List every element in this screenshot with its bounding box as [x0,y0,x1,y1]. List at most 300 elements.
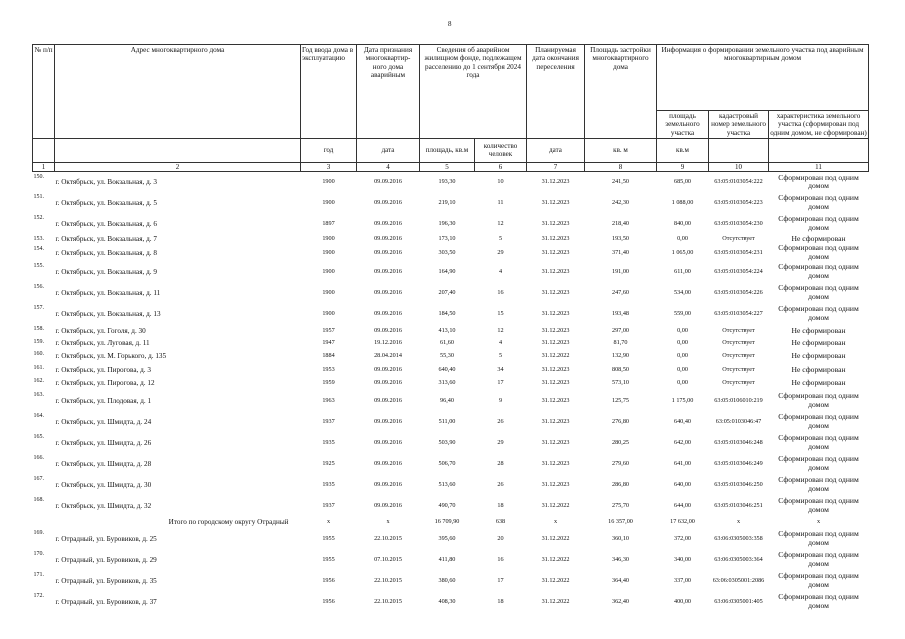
header-no: № п/п [33,45,55,139]
row-address: г. Октябрьск, ул. Вокзальная, д. 11 [55,288,161,297]
row-building-area: 276,80 [611,417,629,425]
row-area: 503,90 [438,438,456,446]
row-cadastral: Отсутствует [722,352,755,360]
row-area: 164,90 [438,267,456,275]
row-number: 169. [33,530,44,537]
row-cadastral: 63:06:0305001:405 [714,597,763,605]
row-land-char: Не сформирован [791,351,846,361]
row-cadastral: 63:05:0103054:223 [714,198,763,206]
row-cadastral: 63:06:0305001:2086 [712,576,765,584]
row-cadastral: 63:05:0103046:248 [714,438,763,446]
row-emergency-date: 09.09.2016 [374,309,402,317]
row-address: г. Октябрьск, ул. М. Горького, д. 135 [55,352,167,361]
row-land-area: 400,00 [673,597,691,605]
row-year: 1956 [322,576,335,584]
row-building-area: 280,25 [611,438,629,446]
header-unit-year: год [301,138,357,162]
total-date: x [386,518,390,526]
row-emergency-date: 09.09.2016 [374,459,402,467]
row-emergency-date: 09.09.2016 [374,396,402,404]
header-unit-area: площадь, кв.м [420,138,475,162]
row-planned-date: 31.12.2022 [541,555,570,563]
table-row [33,411,869,432]
row-number: 166. [33,455,44,462]
row-land-char: Не сформирован [791,378,846,388]
row-building-area: 81,70 [613,339,628,347]
row-year: 1900 [322,309,335,317]
row-year: 1935 [322,480,335,488]
col-number: 2 [55,162,301,171]
row-area: 184,50 [438,309,456,317]
row-cadastral: Отсутствует [722,326,755,334]
row-building-area: 371,40 [611,248,629,256]
table-row [33,282,869,303]
row-people: 11 [497,198,504,206]
row-land-area: 0,00 [677,379,688,387]
table-row [33,495,869,516]
header-planned-date: Планируемая дата окончания переселения [527,45,585,139]
row-land-char: Не сформирован [791,234,846,244]
row-people: 34 [497,365,504,373]
row-land-char: Сформирован под одним домом [778,391,859,409]
header-units-blank [709,138,769,162]
row-land-char: Сформирован под одним домом [778,571,859,589]
row-planned-date: 31.12.2022 [541,534,570,542]
header-address: Адрес многоквартирного дома [55,45,301,139]
row-emergency-date: 22.10.2015 [374,576,402,584]
row-number: 163. [33,392,44,399]
row-cadastral: 63:06:0305003:364 [714,555,763,563]
page-number: 8 [448,20,452,28]
row-planned-date: 31.12.2022 [541,597,570,605]
row-land-area: 0,00 [677,339,688,347]
row-building-area: 297,00 [611,326,629,334]
header-unit-date: дата [357,138,420,162]
row-area: 490,70 [438,501,456,509]
row-cadastral: 63:06:0305003:358 [714,534,763,542]
row-land-char: Сформирован под одним домом [778,454,859,472]
row-planned-date: 31.12.2023 [541,417,570,425]
row-emergency-date: 28.04.2014 [374,352,402,360]
row-land-char: Сформирован под одним домом [778,262,859,280]
table-row [33,363,869,376]
row-area: 313,60 [438,379,456,387]
row-area: 413,10 [438,326,456,334]
row-people: 16 [497,555,504,563]
col-number: 11 [769,162,869,171]
row-building-area: 808,50 [611,365,629,373]
row-people: 29 [497,438,504,446]
row-address: г. Октябрьск, ул. Вокзальная, д. 6 [55,219,157,228]
housing-table [32,44,869,612]
row-year: 1956 [322,597,335,605]
row-emergency-date: 09.09.2016 [374,288,402,296]
row-people: 17 [497,379,504,387]
row-number: 160. [33,351,44,358]
row-year: 1900 [322,267,335,275]
row-cadastral: 63:05:0106010:219 [714,396,763,404]
row-number: 171. [33,572,44,579]
row-land-char: Сформирован под одним домом [778,172,859,191]
header-unit-build: кв. м [585,138,657,162]
row-year: 1925 [322,459,335,467]
row-address: г. Октябрьск, ул. Шмидта, д. 24 [55,417,152,426]
row-emergency-date: 09.09.2016 [374,235,402,243]
col-number: 4 [357,162,420,171]
row-building-area: 241,50 [611,178,629,186]
row-people: 12 [497,326,504,334]
row-number: 150. [33,173,44,180]
row-area: 411,80 [438,555,456,563]
row-emergency-date: 19.12.2016 [374,339,402,347]
row-land-area: 642,00 [673,438,691,446]
row-year: 1955 [322,534,335,542]
row-cadastral: 63:05:0103054:226 [714,288,763,296]
table-row [33,213,869,234]
row-number: 167. [33,476,44,483]
row-building-area: 125,75 [611,396,629,404]
col-number: 6 [475,162,527,171]
row-emergency-date: 09.09.2016 [374,438,402,446]
row-planned-date: 31.12.2022 [541,501,570,509]
row-area: 395,60 [438,534,456,542]
row-cadastral: 63:05:0103046:250 [714,480,763,488]
row-address: г. Октябрьск, ул. Пирогова, д. 3 [55,365,151,374]
header-unit-people: количество человек [475,138,527,162]
row-people: 5 [498,235,503,243]
header-land-char: характеристика земельного участка (сформирован под одним домом, не сформирован) [770,112,867,137]
row-address: г. Отрадный, ул. Буровиков, д. 37 [55,597,157,606]
row-year: 1963 [322,396,335,404]
row-address: г. Октябрьск, ул. Пирогова, д. 12 [55,379,155,388]
header-units-blank [769,138,869,162]
row-building-area: 247,60 [611,288,629,296]
row-land-char: Сформирован под одним домом [778,592,859,610]
row-cadastral: 63:05:0103046:251 [714,501,763,509]
row-land-area: 641,00 [673,459,691,467]
row-year: 1900 [322,248,335,256]
row-address: г. Октябрьск, ул. Вокзальная, д. 8 [55,248,157,257]
row-address: г. Отрадный, ул. Буровиков, д. 29 [55,555,157,564]
total-char: x [816,518,821,526]
row-planned-date: 31.12.2023 [541,198,570,206]
row-planned-date: 31.12.2023 [541,219,570,227]
row-area: 207,40 [438,288,456,296]
table-row [33,549,869,570]
row-building-area: 132,90 [611,352,629,360]
row-address: г. Октябрьск, ул. Вокзальная, д. 9 [55,267,157,276]
total-row [33,516,869,528]
row-year: 1900 [322,235,335,243]
row-area: 61,60 [440,339,454,347]
table-row [33,453,869,474]
header-units-blank [55,138,301,162]
row-people: 16 [497,288,504,296]
row-cadastral: Отсутствует [722,365,755,373]
row-building-area: 193,48 [611,309,629,317]
row-land-area: 0,00 [677,235,688,243]
row-address: г. Отрадный, ул. Буровиков, д. 35 [55,576,157,585]
row-area: 173,10 [438,235,456,243]
header-emergency-date: Дата признания многоквартир- ного дома аварийным [357,45,420,139]
row-planned-date: 31.12.2023 [541,459,570,467]
row-address: г. Октябрьск, ул. Гоголя, д. 30 [55,326,146,335]
row-land-char: Сформирован под одним домом [778,496,859,514]
total-cad: x [736,518,741,526]
row-emergency-date: 22.10.2015 [374,534,402,542]
header-year: Год ввода дома в эксплуатацию [301,45,357,139]
col-number: 1 [33,162,55,171]
row-number: 152. [33,215,44,222]
row-planned-date: 31.12.2023 [541,326,570,334]
row-land-char: Сформирован под одним домом [778,304,859,322]
row-people: 20 [497,534,504,542]
row-planned-date: 31.12.2023 [541,438,570,446]
total-year: x [326,518,331,526]
row-area: 380,60 [438,576,456,584]
col-number: 3 [301,162,357,171]
table-row [33,570,869,591]
row-people: 4 [498,339,503,347]
row-emergency-date: 09.09.2016 [374,178,402,186]
header-unit-plan: дата [527,138,585,162]
row-planned-date: 31.12.2022 [541,352,570,360]
row-emergency-date: 09.09.2016 [374,326,402,334]
row-people: 5 [498,352,503,360]
row-planned-date: 31.12.2023 [541,267,570,275]
row-cadastral: Отсутствует [722,379,755,387]
row-planned-date: 31.12.2023 [541,288,570,296]
row-year: 1884 [322,352,335,360]
row-year: 1957 [322,326,335,334]
row-land-char: Сформирован под одним домом [778,475,859,493]
row-people: 18 [497,501,504,509]
header-cadastral: кадастровый номер земельного участка [709,111,769,139]
row-number: 156. [33,284,44,291]
col-number: 7 [527,162,585,171]
row-cadastral: 63:05:0103054:227 [714,309,763,317]
row-number: 168. [33,497,44,504]
row-year: 1900 [322,288,335,296]
row-emergency-date: 09.09.2016 [374,480,402,488]
row-year: 1947 [322,339,335,347]
row-building-area: 364,40 [611,576,629,584]
row-year: 1959 [322,379,335,387]
row-land-char: Сформирован под одним домом [778,433,859,451]
row-address: г. Октябрьск, ул. Вокзальная, д. 5 [55,198,157,207]
row-building-area: 242,30 [611,198,629,206]
row-emergency-date: 09.09.2016 [374,219,402,227]
row-cadastral: 63:05:0103054:231 [714,248,763,256]
row-land-area: 640,00 [673,480,691,488]
row-planned-date: 31.12.2022 [541,576,570,584]
row-address: г. Октябрьск, ул. Вокзальная, д. 3 [55,178,157,187]
table-row [33,349,869,363]
row-land-area: 1 088,00 [671,198,694,206]
row-number: 162. [33,378,44,385]
row-number: 165. [33,434,44,441]
row-cadastral: 63:05:0103054:222 [714,178,763,186]
table-row [33,390,869,411]
row-area: 55,30 [440,352,454,360]
row-people: 4 [498,267,503,275]
row-planned-date: 31.12.2023 [541,396,570,404]
total-people: 638 [495,518,506,526]
row-number: 158. [33,326,44,333]
header-land-info: Информация о формировании земельного участка под аварийным многоквартирным домом [657,45,869,111]
row-building-area: 573,10 [611,379,629,387]
row-planned-date: 31.12.2023 [541,339,570,347]
row-land-char: Не сформирован [791,338,846,348]
row-year: 1900 [322,198,335,206]
row-building-area: 218,40 [611,219,629,227]
row-planned-date: 31.12.2023 [541,235,570,243]
row-land-area: 1 175,00 [671,396,694,404]
row-cadastral: Отсутствует [722,339,755,347]
row-year: 1897 [322,219,335,227]
row-people: 26 [497,417,504,425]
row-number: 151. [33,194,44,201]
row-emergency-date: 09.09.2016 [374,417,402,425]
row-planned-date: 31.12.2023 [541,178,570,186]
row-year: 1937 [322,417,335,425]
row-land-area: 372,00 [673,534,691,542]
table-row [33,171,869,192]
row-land-char: Сформирован под одним домом [778,529,859,547]
table-row [33,261,869,282]
row-people: 28 [497,459,504,467]
row-people: 10 [497,178,504,186]
total-land: 17 632,00 [670,518,695,526]
row-land-area: 685,00 [673,178,691,186]
row-building-area: 193,50 [611,235,629,243]
row-address: г. Октябрьск, ул. Луговая, д. 11 [55,339,150,348]
header-fund-info: Сведения об аварийном жилищном фонде, подлежащем расселению до 1 сентября 2024 года [420,45,527,139]
row-land-area: 559,00 [673,309,691,317]
row-land-area: 0,00 [677,326,688,334]
row-number: 153. [33,236,44,243]
row-cadastral: 63:05:0103054:224 [714,267,763,275]
header-unit-land: кв.м [657,138,709,162]
row-land-char: Сформирован под одним домом [778,243,859,261]
row-land-area: 0,00 [677,352,688,360]
row-area: 513,60 [438,480,456,488]
table-row [33,324,869,337]
row-building-area: 191,00 [611,267,629,275]
row-area: 96,40 [440,396,454,404]
row-cadastral: 63:05:0103046:249 [714,459,763,467]
row-address: г. Октябрьск, ул. Вокзальная, д. 7 [55,235,157,244]
table-row [33,432,869,453]
total-build: 16 357,00 [608,518,633,526]
row-address: г. Октябрьск, ул. Вокзальная, д. 13 [55,309,161,318]
row-land-char: Не сформирован [791,325,846,335]
row-land-char: Не сформирован [791,364,846,374]
row-planned-date: 31.12.2023 [541,480,570,488]
row-area: 640,40 [438,365,456,373]
total-plan: x [553,518,558,526]
row-emergency-date: 09.09.2016 [374,248,402,256]
row-emergency-date: 07.10.2015 [374,555,402,563]
row-people: 26 [497,480,504,488]
row-address: г. Октябрьск, ул. Плодовая, д. 1 [55,396,152,405]
table-row [33,192,869,213]
row-address: г. Октябрьск, ул. Шмидта, д. 30 [55,480,152,489]
row-address: г. Отрадный, ул. Буровиков, д. 25 [55,534,157,543]
row-land-char: Сформирован под одним домом [778,193,859,211]
row-people: 12 [497,219,504,227]
row-cadastral: 63:05:0103046:47 [715,417,762,425]
row-emergency-date: 09.09.2016 [374,379,402,387]
table-row [33,376,869,390]
row-year: 1955 [322,555,335,563]
table-row [33,528,869,549]
header-land-area: площадь земельного участка [657,111,709,139]
row-number: 161. [33,365,44,372]
row-number: 170. [33,551,44,558]
row-land-area: 840,00 [673,219,691,227]
row-building-area: 360,10 [611,534,629,542]
row-land-char: Сформирован под одним домом [778,283,859,301]
row-address: г. Октябрьск, ул. Шмидта, д. 28 [55,459,152,468]
row-planned-date: 31.12.2023 [541,379,570,387]
total-area: 16 709,90 [434,518,460,526]
table-row [33,337,869,349]
row-emergency-date: 09.09.2016 [374,365,402,373]
row-emergency-date: 09.09.2016 [374,501,402,509]
row-emergency-date: 22.10.2015 [374,597,402,605]
row-area: 196,30 [438,219,456,227]
row-area: 303,50 [438,248,456,256]
header-building-area: Площадь застройки многоквартирного дома [585,45,657,139]
row-cadastral: Отсутствует [722,235,755,243]
table-row [33,591,869,612]
row-year: 1900 [322,178,335,186]
table-row [33,303,869,324]
row-building-area: 279,60 [611,459,629,467]
row-number: 172. [33,593,44,600]
row-area: 219,10 [438,198,456,206]
header-units-blank [33,138,55,162]
row-address: г. Октябрьск, ул. Шмидта, д. 32 [55,501,152,510]
row-land-area: 611,00 [674,267,691,275]
row-building-area: 275,70 [611,501,629,509]
row-building-area: 346,30 [611,555,629,563]
row-cadastral: 63:05:0103054:230 [714,219,763,227]
row-land-area: 1 065,00 [671,248,694,256]
row-emergency-date: 09.09.2016 [374,267,402,275]
row-area: 408,30 [438,597,456,605]
row-building-area: 286,80 [611,480,629,488]
row-area: 193,30 [438,178,456,186]
row-area: 506,70 [438,459,456,467]
row-land-area: 640,40 [673,417,691,425]
row-land-area: 534,00 [673,288,691,296]
row-land-area: 340,00 [673,555,691,563]
row-planned-date: 31.12.2023 [541,248,570,256]
row-people: 18 [497,597,504,605]
row-number: 155. [33,263,44,270]
row-address: г. Октябрьск, ул. Шмидта, д. 26 [55,438,152,447]
row-area: 511,00 [438,417,456,425]
row-number: 157. [33,305,44,312]
row-people: 17 [497,576,504,584]
row-planned-date: 31.12.2023 [541,365,570,373]
table-row [33,234,869,244]
row-number: 164. [33,413,44,420]
row-land-char: Сформирован под одним домом [778,412,859,430]
row-people: 9 [498,396,503,404]
